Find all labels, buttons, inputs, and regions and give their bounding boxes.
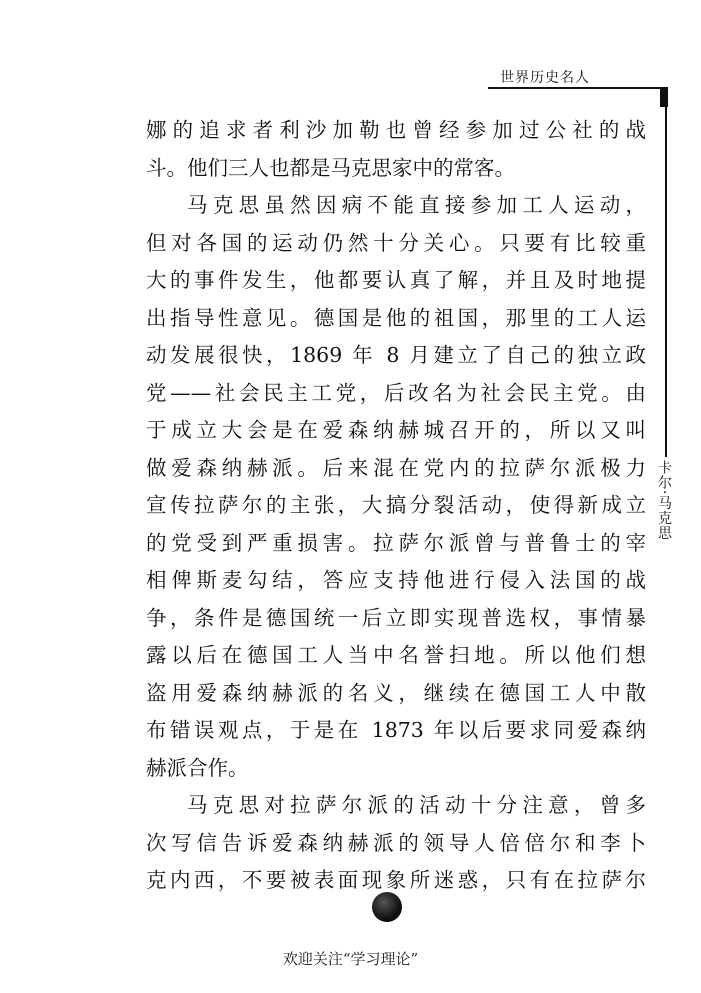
text-line: 大的事件发生，他都要认真了解，并且及时地提 — [146, 268, 646, 292]
text-line: 做爱森纳赫派。后来混在党内的拉萨尔派极力 — [146, 455, 646, 480]
text-line: 斗。他们三人也都是马克思家中的常客。 — [146, 155, 515, 180]
series-title: 世界历史名人 — [500, 70, 590, 86]
text-line: 克内西，不要被表面现象所迷惑，只有在拉萨尔 — [146, 868, 646, 892]
text-line: 露以后在德国工人当中名誉扫地。所以他们想 — [146, 643, 646, 667]
text-line: 于成立大会是在爱森纳赫城召开的，所以又叫 — [146, 418, 646, 442]
body-text — [146, 112, 646, 900]
header-rule — [488, 87, 663, 89]
text-line: 但对各国的运动仍然十分关心。只要有比较重 — [146, 230, 646, 255]
side-rule — [665, 87, 667, 457]
text-line: 的党受到严重损害。拉萨尔派曾与普鲁士的宰 — [146, 530, 646, 555]
text-line: 党——社会民主工党，后改名为社会民主党。由 — [146, 380, 646, 405]
text-line: 出指导性意见。德国是他的祖国，那里的工人运 — [146, 305, 646, 330]
text-line: 相俾斯麦勾结，答应支持他进行侵入法国的战 — [146, 568, 646, 592]
text-line: 宣传拉萨尔的主张，大搞分裂活动，使得新成立 — [146, 493, 646, 517]
side-chapter-title: 卡尔·马克思 — [656, 460, 672, 541]
text-line: 娜的追求者利沙加勒也曾经参加过公社的战 — [146, 118, 646, 142]
text-line: 布错误观点，于是在 1873 年以后要求同爱森纳 — [146, 718, 646, 742]
text-line: 次写信告诉爱森纳赫派的领导人倍倍尔和李卜 — [146, 830, 646, 855]
text-line: 动发展很快，1869 年 8 月建立了自己的独立政 — [146, 343, 646, 367]
text-line: 盗用爱森纳赫派的名义，继续在德国工人中散 — [146, 680, 646, 705]
text-line: 马克思虽然因病不能直接参加工人运动， — [187, 193, 646, 217]
text-line: 争，条件是德国统一后立即实现普选权，事情暴 — [146, 605, 646, 630]
text-line: 赫派合作。 — [146, 755, 249, 780]
text-line: 马克思对拉萨尔派的活动十分注意，曾多 — [187, 793, 646, 817]
footer-text: 欢迎关注“学习理论” — [282, 950, 419, 968]
page-marker-dot — [372, 892, 402, 922]
